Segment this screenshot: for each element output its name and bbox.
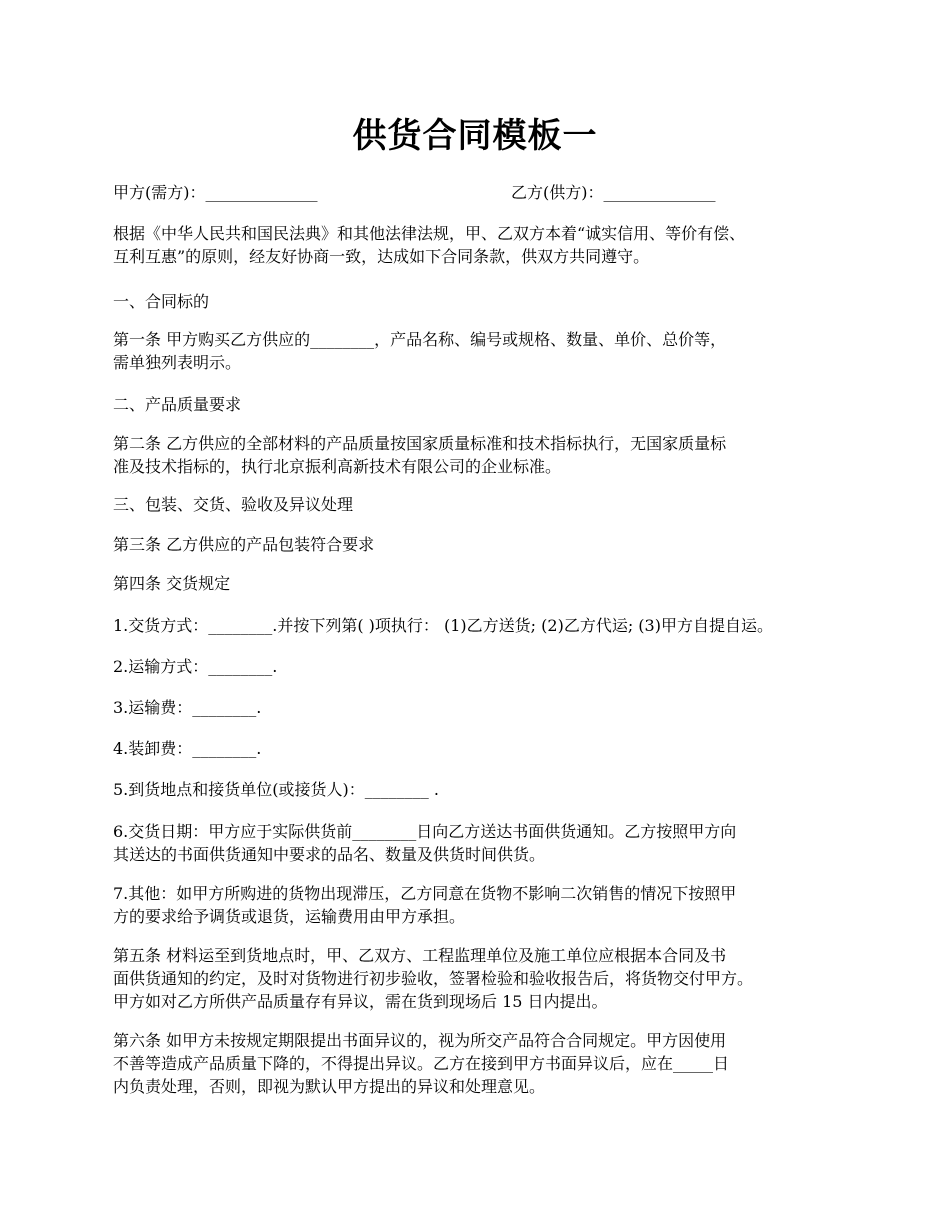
article-5-line: 甲方如对乙方所供产品质量存有异议，需在货到现场后 15 日内提出。 <box>113 992 608 1011</box>
delivery-item-6-line: 6.交货日期：甲方应于实际供货前________日向乙方送达书面供货通知。乙方按照甲方向 <box>113 822 737 841</box>
delivery-item-3: 3.运输费：________. <box>113 698 262 717</box>
article-2-line: 第二条 乙方供应的全部材料的产品质量按国家质量标准和技术指标执行，无国家质量标 <box>113 434 727 453</box>
party-a-field: 甲方(需方)：______________ <box>113 183 318 202</box>
document-title: 供货合同模板一 <box>352 116 598 156</box>
article-5-line: 面供货通知的约定，及时对货物进行初步验收，签署检验和验收报告后，将货物交付甲方。 <box>113 969 754 988</box>
article-1 <box>113 328 858 374</box>
article-5 <box>113 944 858 1013</box>
intro-line: 互利互惠”的原则，经友好协商一致，达成如下合同条款，供双方共同遵守。 <box>113 247 650 266</box>
article-6-line: 内负责处理，否则，即视为默认甲方提出的异议和处理意见。 <box>113 1077 546 1096</box>
section-heading-2: 二、产品质量要求 <box>113 395 242 414</box>
intro-line: 根据《中华人民共和国民法典》和其他法律法规，甲、乙双方本着“诚实信用、等价有偿、 <box>113 224 746 243</box>
delivery-item-6-line: 其送达的书面供货通知中要求的品名、数量及供货时间供货。 <box>113 845 546 864</box>
article-3: 第三条 乙方供应的产品包装符合要求 <box>113 535 375 554</box>
intro-paragraph <box>113 222 858 268</box>
article-6-line: 第六条 如甲方未按规定期限提出书面异议的，视为所交产品符合合同规定。甲方因使用 <box>113 1031 727 1050</box>
section-heading-3: 三、包装、交货、验收及异议处理 <box>113 495 354 514</box>
section-heading-1: 一、合同标的 <box>113 292 210 311</box>
article-2-line: 准及技术指标的，执行北京振利高新技术有限公司的企业标准。 <box>113 457 562 476</box>
delivery-item-4: 4.装卸费：________. <box>113 739 262 758</box>
delivery-item-6 <box>113 820 858 866</box>
article-2 <box>113 432 858 478</box>
delivery-item-7 <box>113 882 858 928</box>
delivery-item-7-line: 7.其他：如甲方所购进的货物出现滞压，乙方同意在货物不影响二次销售的情况下按照甲 <box>113 884 737 903</box>
article-6 <box>113 1029 858 1098</box>
article-6-line: 不善等造成产品质量下降的，不得提出异议。乙方在接到甲方书面异议后，应在_____日 <box>113 1054 730 1073</box>
article-5-line: 第五条 材料运至到货地点时，甲、乙双方、工程监理单位及施工单位应根据本合同及书 <box>113 946 727 965</box>
delivery-item-1: 1.交货方式：________.并按下列第( )项执行： (1)乙方送货; (2)乙方代运; (3)甲方自提自运。 <box>113 616 773 635</box>
delivery-item-7-line: 方的要求给予调货或退货，运输费用由甲方承担。 <box>113 907 466 926</box>
parties-row <box>113 180 853 206</box>
article-1-line: 需单独列表明示。 <box>113 353 242 372</box>
party-b-field: 乙方(供方)：______________ <box>511 183 716 202</box>
delivery-item-5: 5.到货地点和接货单位(或接货人)：________ . <box>113 780 439 799</box>
article-1-line: 第一条 甲方购买乙方供应的________，产品名称、编号或规格、数量、单价、总价等， <box>113 330 727 349</box>
article-4: 第四条 交货规定 <box>113 574 231 593</box>
delivery-item-2: 2.运输方式：________. <box>113 657 278 676</box>
